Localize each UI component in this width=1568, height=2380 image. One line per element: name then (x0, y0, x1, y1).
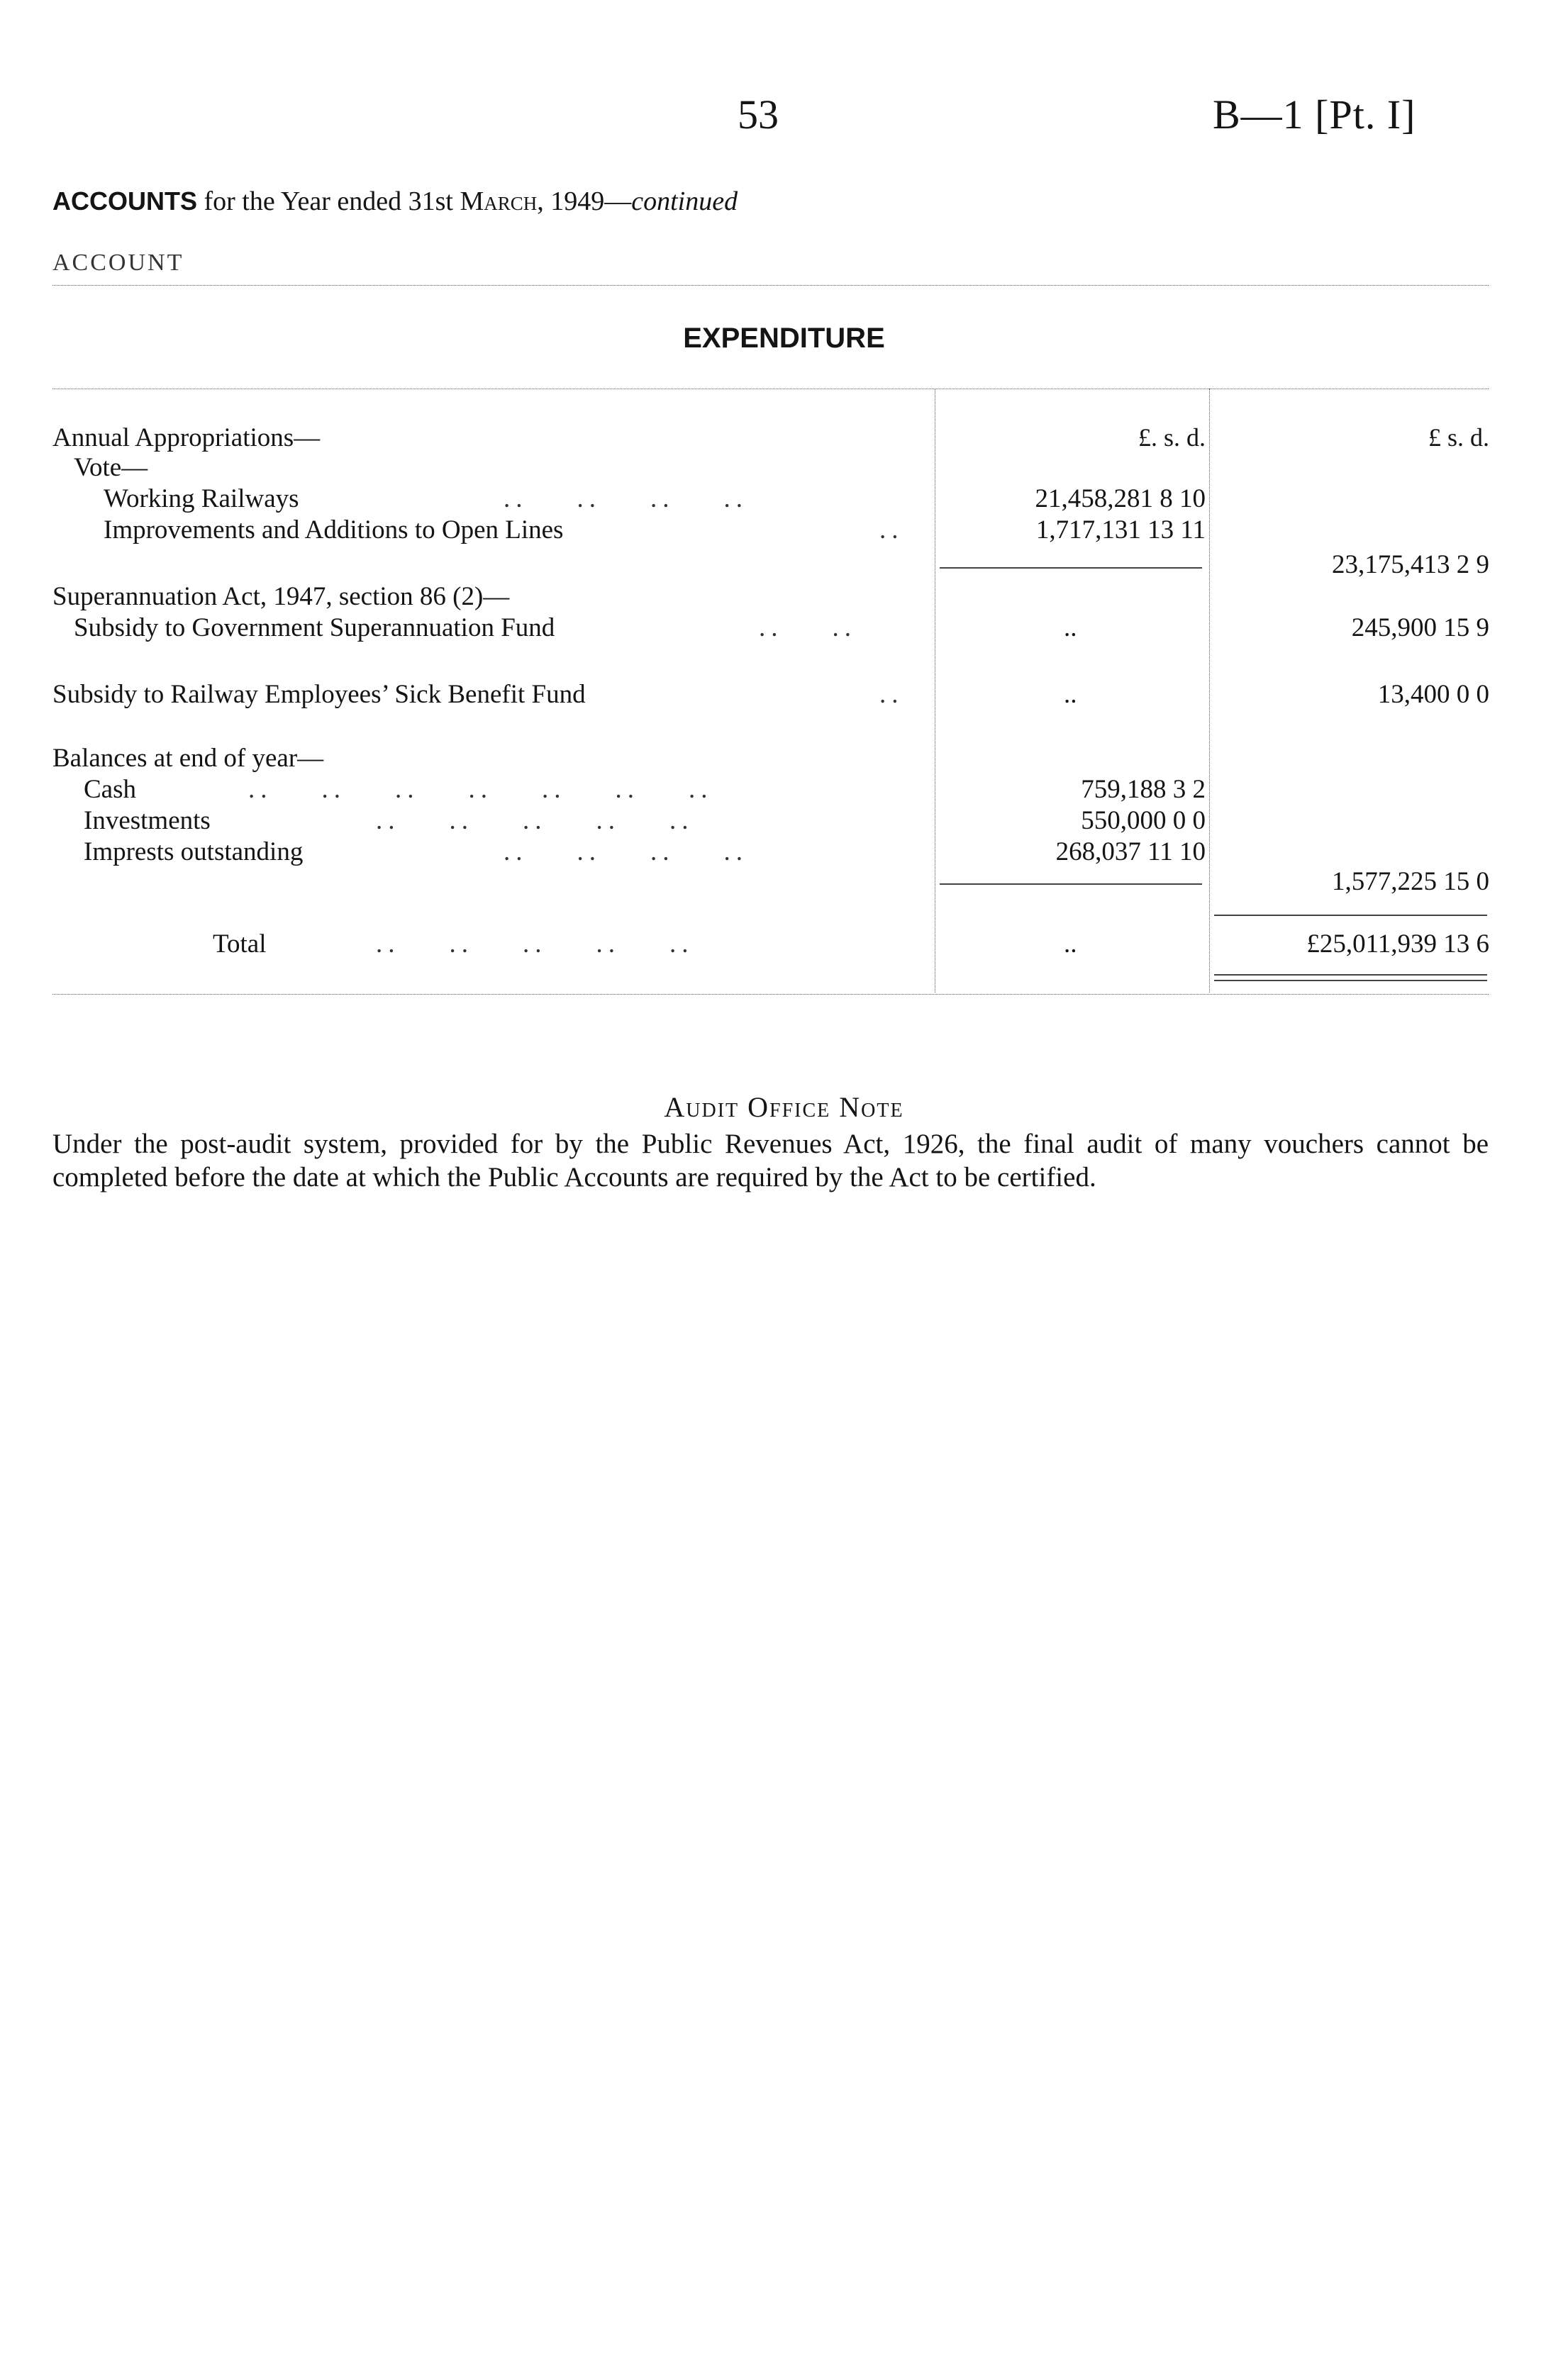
placeholder-dots: .. (1064, 613, 1077, 642)
cash-label: Cash (84, 775, 136, 804)
annual-appropriations-label: Annual Appropriations— (52, 423, 321, 452)
balances-total: 1,577,225 15 0 (1332, 867, 1489, 896)
heading-continued: continued (631, 186, 738, 216)
leader-dots: .. .. .. .. .. .. .. (248, 775, 713, 804)
leader-dots: .. .. .. .. .. (376, 806, 694, 835)
document-reference: B—1 [Pt. I] (1213, 91, 1416, 138)
balances-heading: Balances at end of year— (52, 744, 324, 773)
col2-header: £ s. d. (1428, 423, 1489, 452)
imprests-label: Imprests outstanding (84, 837, 304, 866)
improvements-label: Improvements and Additions to Open Lines (104, 515, 564, 544)
leader-dots: .. .. .. .. (504, 484, 748, 513)
appropriations-total: 23,175,413 2 9 (1332, 550, 1489, 579)
subtotal-rule-2 (940, 883, 1202, 885)
grand-total-double-rule-2 (1214, 980, 1487, 981)
heading-month: March (460, 186, 538, 216)
investments-label: Investments (84, 806, 211, 835)
col1-header: £. s. d. (1138, 423, 1206, 452)
leader-dots: .. (879, 515, 904, 544)
top-rule (52, 285, 1489, 286)
leader-dots: .. (879, 680, 904, 709)
superannuation-subsidy-amount: 245,900 15 9 (1351, 613, 1489, 642)
audit-note-body: Under the post-audit system, provided for by the Public Revenues Act, 1926, the final audit of many vouchers cannot be completed before the date at which the Public Accounts are required by the Act to be certified. (52, 1129, 1489, 1192)
bottom-rule (52, 994, 1489, 995)
cash-amount: 759,188 3 2 (1081, 775, 1206, 804)
leader-dots: .. .. .. .. .. (376, 929, 694, 959)
heading-year: , 1949— (537, 186, 632, 216)
investments-amount: 550,000 0 0 (1081, 806, 1206, 835)
placeholder-dots: .. (1064, 929, 1077, 959)
heading-accounts: ACCOUNTS (52, 186, 197, 216)
subtotal-rule-1 (940, 567, 1202, 569)
leader-dots: .. .. (759, 613, 857, 642)
leader-dots: .. .. .. .. (504, 837, 748, 866)
page-number: 53 (738, 91, 779, 138)
grand-total-top-rule (1214, 915, 1487, 916)
heading-for-year: for the Year ended 31st (204, 186, 453, 216)
sick-benefit-amount: 13,400 0 0 (1377, 680, 1489, 709)
audit-note-title: Audit Office Note (664, 1091, 904, 1123)
grand-total-amount: £25,011,939 13 6 (1306, 929, 1489, 959)
page-heading (52, 186, 738, 217)
imprests-amount: 268,037 11 10 (1055, 837, 1206, 866)
improvements-amount: 1,717,131 13 11 (1035, 515, 1206, 544)
working-railways-amount: 21,458,281 8 10 (1035, 484, 1206, 513)
total-label: Total (213, 929, 267, 959)
sick-benefit-label: Subsidy to Railway Employees’ Sick Benefit Fund (52, 680, 586, 709)
superannuation-heading: Superannuation Act, 1947, section 86 (2)— (52, 582, 510, 611)
section-title: EXPENDITURE (683, 323, 885, 354)
working-railways-label: Working Railways (104, 484, 299, 513)
account-label: ACCOUNT (52, 250, 184, 276)
placeholder-dots: .. (1064, 680, 1077, 709)
grand-total-double-rule-1 (1214, 974, 1487, 976)
superannuation-subsidy-label: Subsidy to Government Superannuation Fund (74, 613, 555, 642)
vote-label: Vote— (74, 453, 148, 482)
